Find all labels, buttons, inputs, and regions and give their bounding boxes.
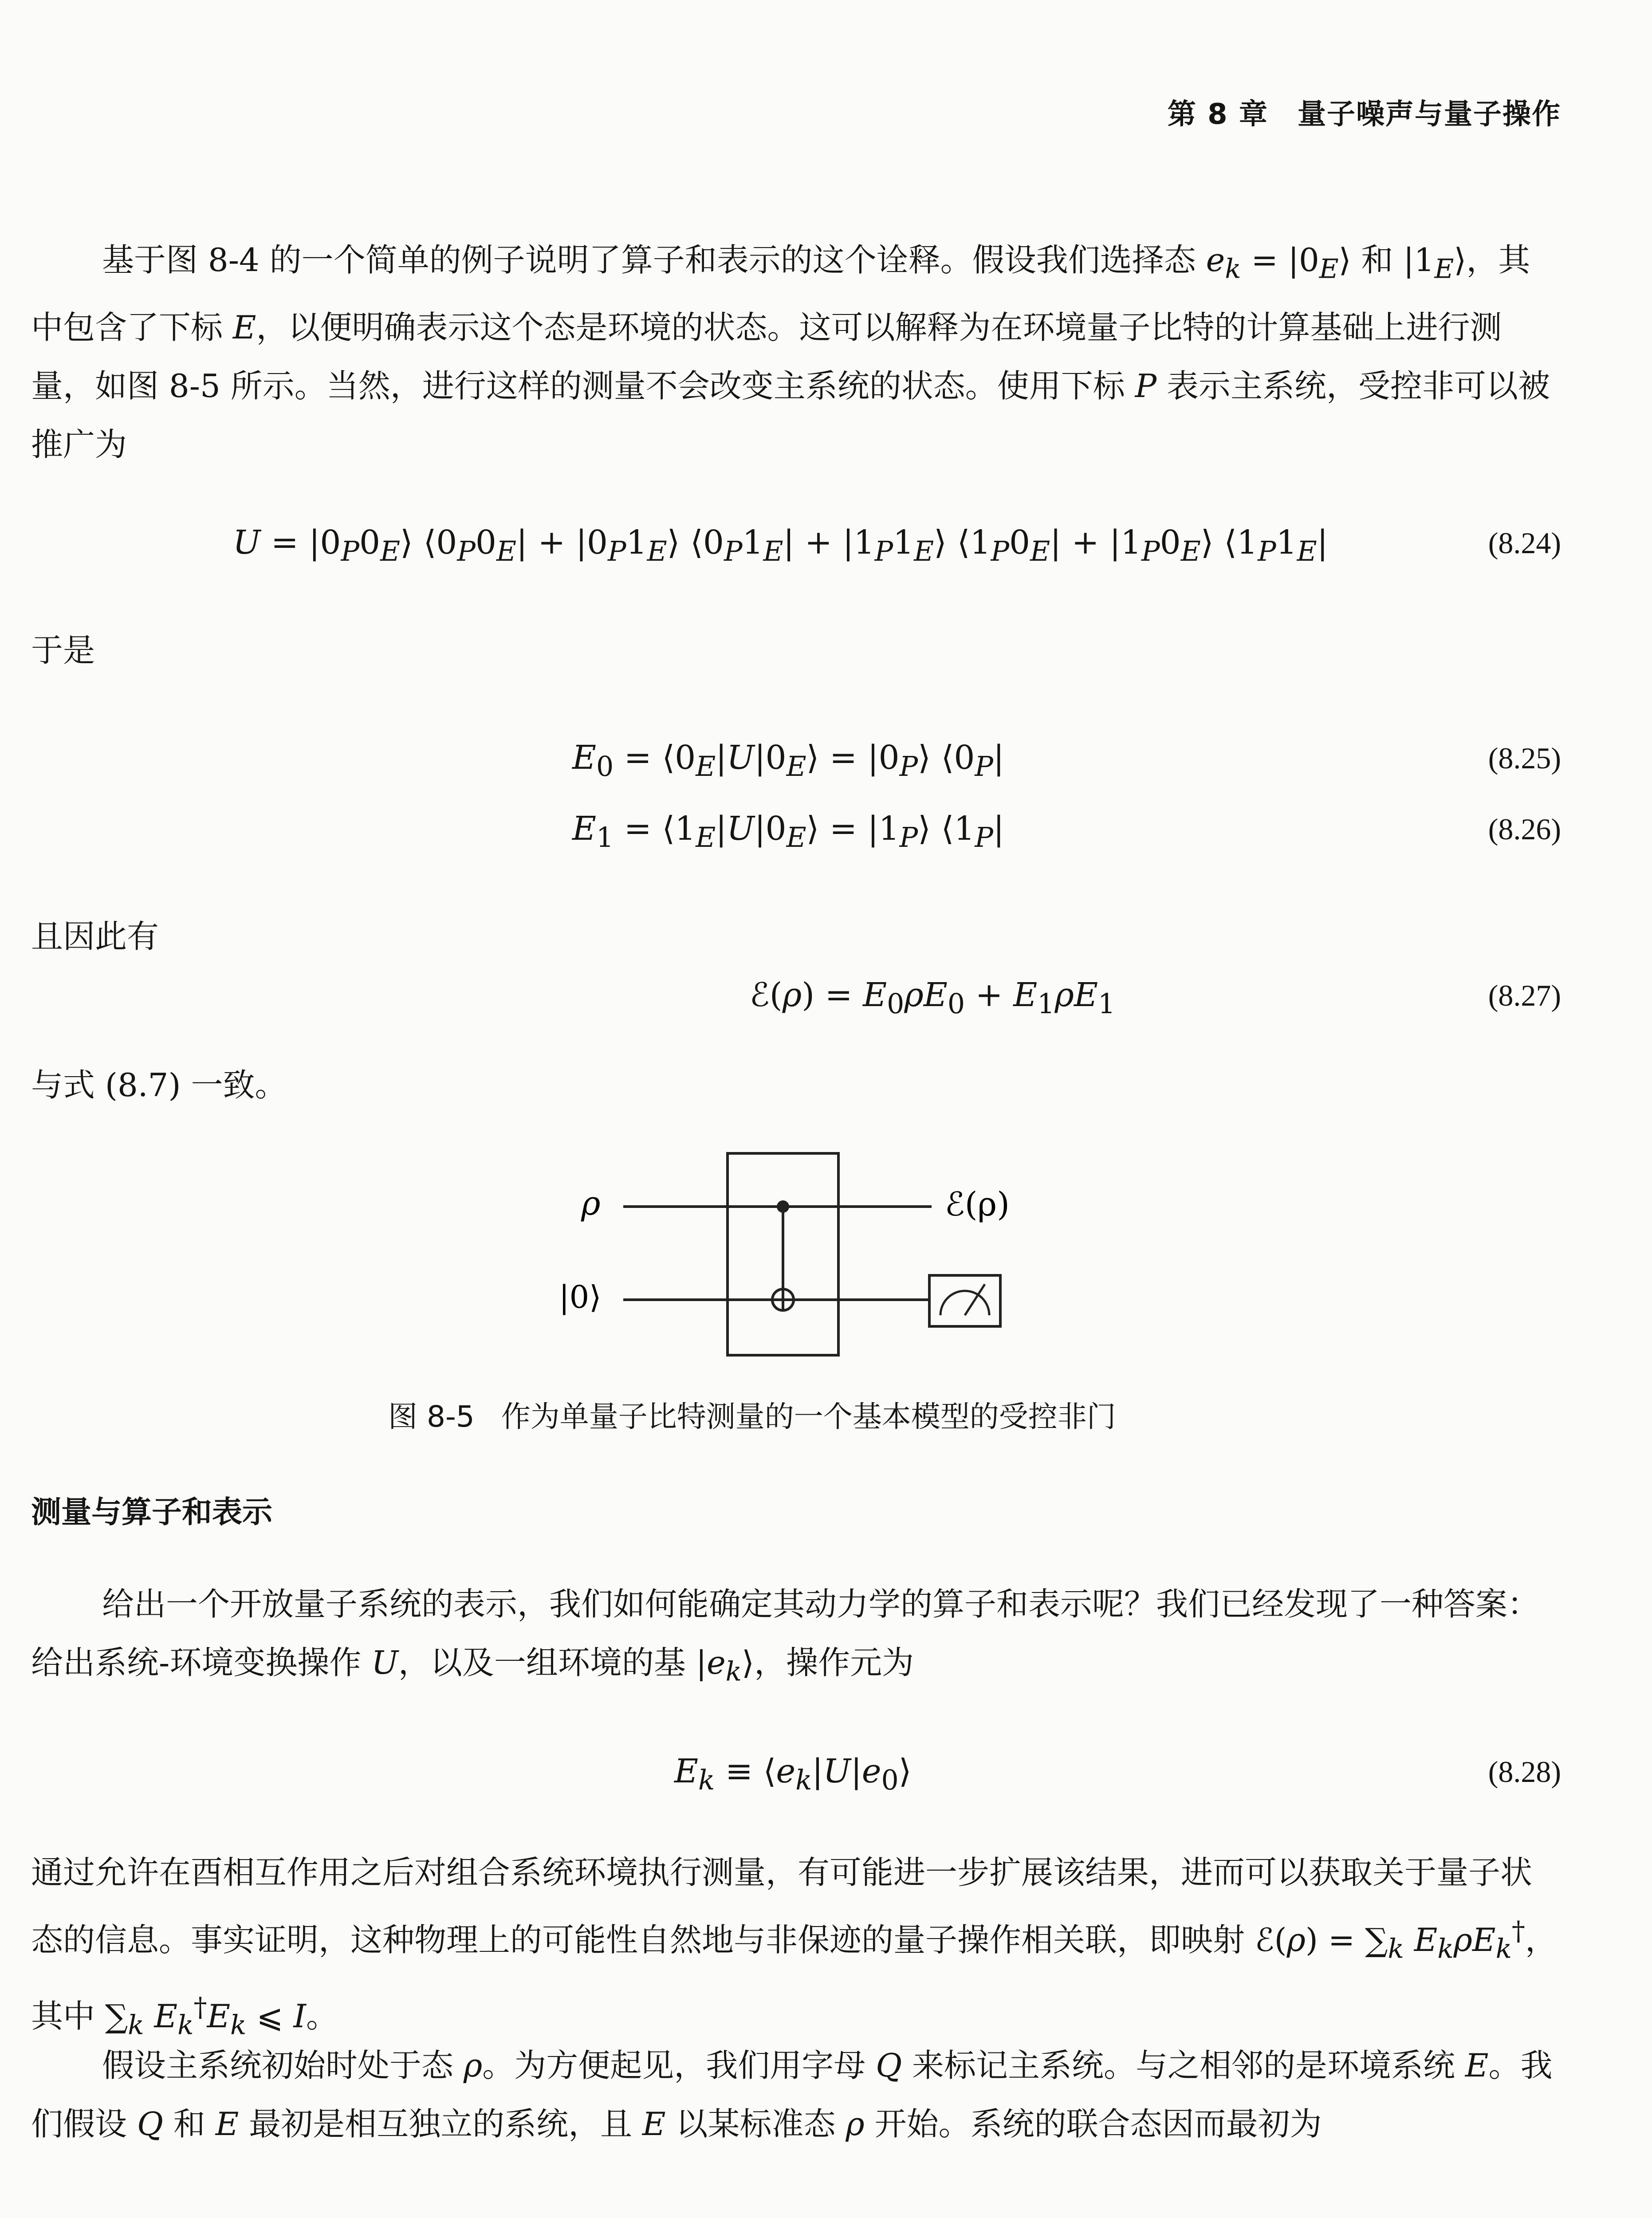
equation-8-27: ℰ(ρ) = $E_0\rho E_0 + E_1\rho E_1$	[750, 976, 1116, 1020]
circuit-input-top: ρ	[581, 1184, 601, 1223]
equation-number-8-26: (8.26)	[1488, 812, 1561, 846]
paragraph-4: 与式 (8.7) 一致。	[31, 1066, 287, 1104]
equation-8-28: $E_k$ ≡ $⟨e_k|U|e_0⟩$	[674, 1752, 912, 1796]
paragraph-6: 通过允许在酉相互作用之后对组合系统环境执行测量，有可能进一步扩展该结果，进而可以获取关于量子状态的信息。事实证明，这种物理上的可能性自然地与非保迹的量子操作相关联，即映射 ℰ(ρ) = $\sum_k$ $E_k\rho E_k^\dagger$，其中 $\sum_k$ $E_k^\dagger E_k$ ⩽ I。	[31, 1854, 1557, 2041]
meter-icon	[929, 1275, 1000, 1326]
equation-number-8-25: (8.25)	[1488, 741, 1561, 775]
circuit-input-bottom: |0⟩	[559, 1279, 602, 1315]
equation-8-24: $U = |0_P0_E⟩$ $⟨0_P0_E|$ + $|0_P1_E⟩$ $⟨0_P1_E|$ + $|1_P1_E⟩$ $⟨1_P0_E|$ + $|1_P0_E⟩$ $⟨1_P1_E|$	[233, 523, 1328, 567]
paragraph-7: 假设主系统初始时处于态 ρ。为方便起见，我们用字母 Q 来标记主系统。与之相邻的是环境系统 E。我们假设 Q 和 E 最初是相互独立的系统，且 E 以某标准态 ρ 开始。系统的联合态因而最初为	[31, 2047, 1553, 2143]
equation-number-8-24: (8.24)	[1488, 526, 1561, 560]
paragraph-1: 基于图 8-4 的一个简单的例子说明了算子和表示的这个诠释。假设我们选择态 $e_k$ = $|0_E⟩$ 和 $|1_E⟩$，其中包含了下标 E，以便明确表示这个态是环境的状态。这可以解释为在环境量子比特的计算基础上进行测量，如图 8-5 所示。当然，进行这样的测量不会改变主系统的状态。使用下标 P 表示主系统，受控非可以被推广为	[31, 241, 1550, 464]
circuit-output-top: ℰ(ρ)	[945, 1185, 1010, 1223]
paragraph-3: 且因此有	[31, 918, 159, 955]
equation-number-8-28: (8.28)	[1488, 1755, 1561, 1789]
equation-number-8-27: (8.27)	[1488, 979, 1561, 1012]
paragraph-2: 于是	[31, 632, 95, 669]
paragraph-5: 给出一个开放量子系统的表示，我们如何能确定其动力学的算子和表示呢？我们已经发现了一种答案：给出系统-环境变换操作 U，以及一组环境的基 $|e_k⟩$，操作元为	[31, 1585, 1540, 1687]
figure-label: 图 8-5	[388, 1400, 475, 1434]
equation-8-25: $E_0$ = $⟨0_E|U|0_E⟩$ = $|0_P⟩$ $⟨0_P|$	[572, 739, 1004, 783]
figure-caption-text: 作为单量子比特测量的一个基本模型的受控非门	[501, 1400, 1116, 1434]
chapter-header: 第 8 章 量子噪声与量子操作	[1167, 98, 1561, 131]
figure-caption	[388, 1393, 1116, 1435]
cnot-circuit-figure	[532, 1136, 1042, 1366]
equation-8-26: $E_1$ = $⟨1_E|U|0_E⟩$ = $|1_P⟩$ $⟨1_P|$	[572, 810, 1004, 853]
section-title: 测量与算子和表示	[31, 1495, 273, 1530]
